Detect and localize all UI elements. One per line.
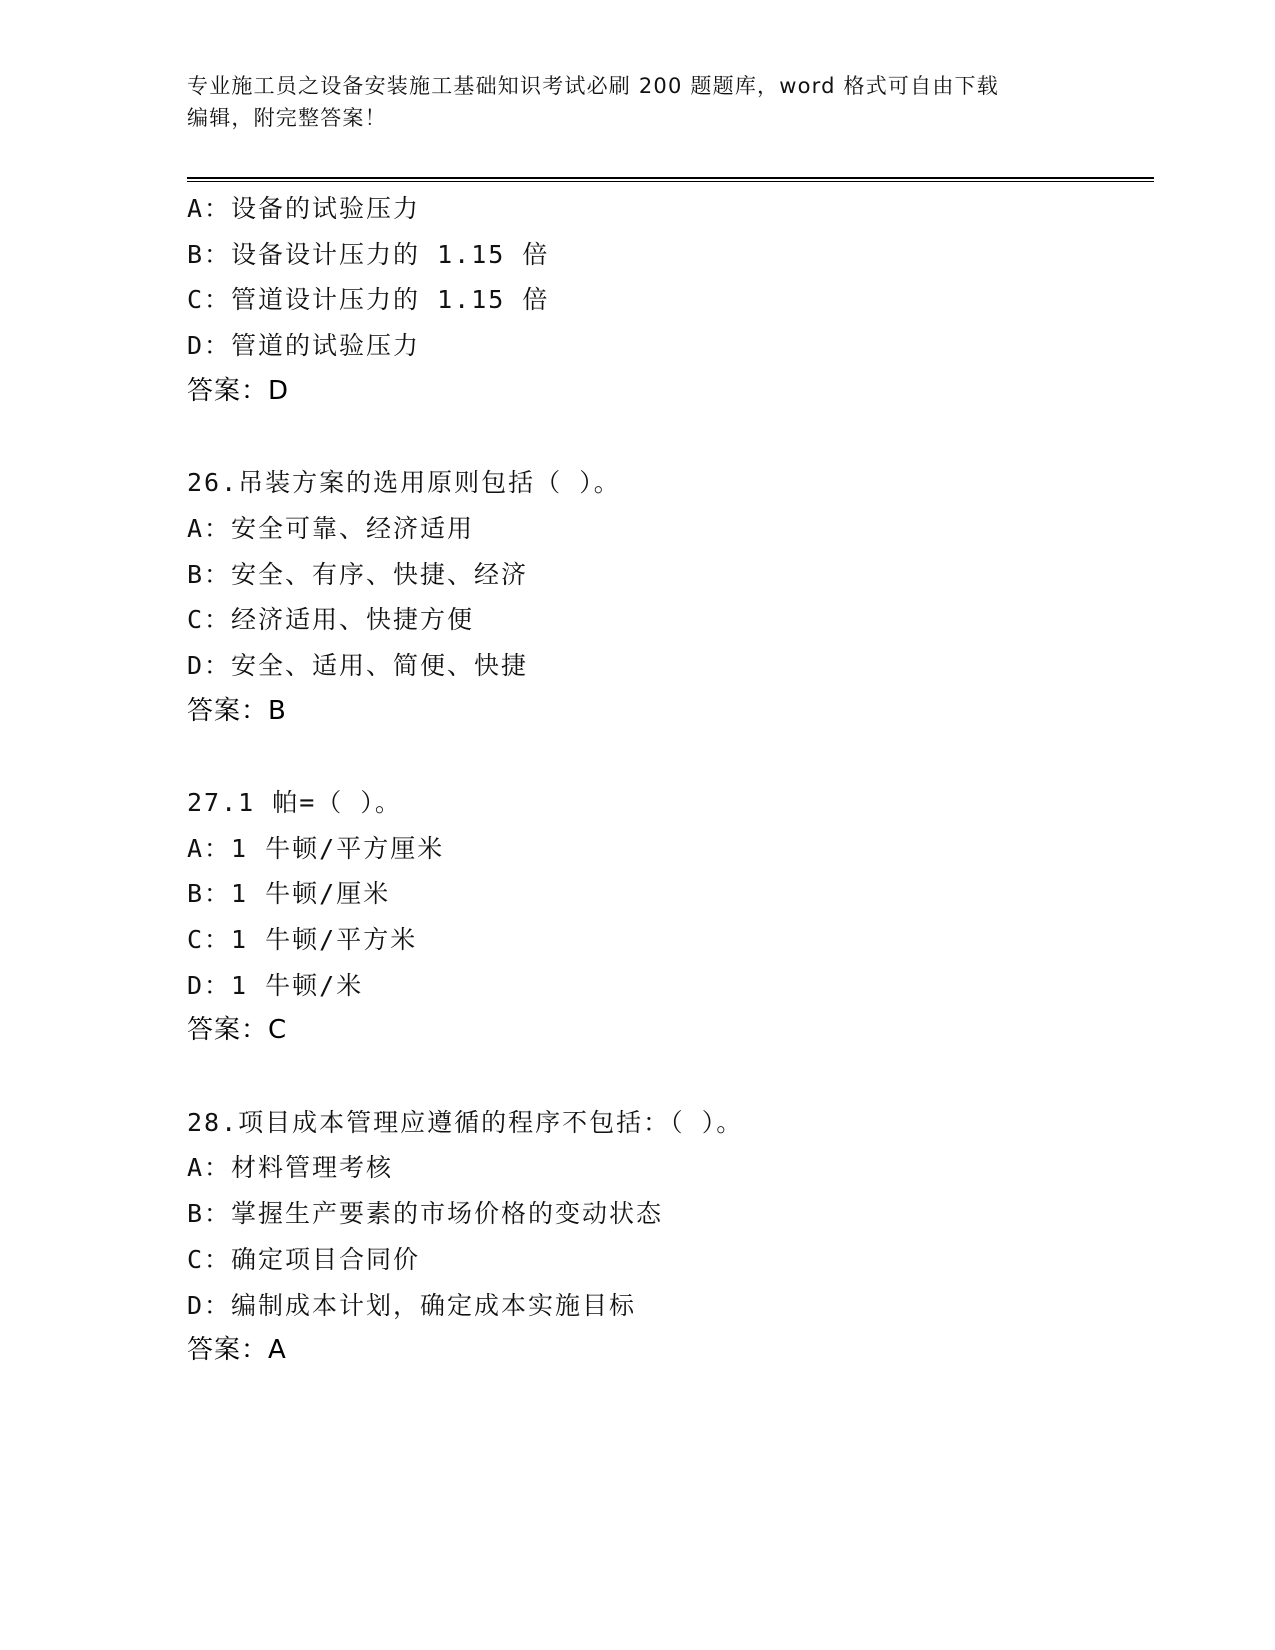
option-b: B：安全、有序、快捷、经济 xyxy=(187,559,529,589)
question-stem: 26.吊装方案的选用原则包括（ ）。 xyxy=(187,468,621,498)
question-block xyxy=(187,186,1154,414)
option-c: C：经济适用、快捷方便 xyxy=(187,605,475,635)
spacer xyxy=(187,414,1154,460)
question-block xyxy=(187,780,1154,1054)
option-c: C：确定项目合同价 xyxy=(187,1244,421,1274)
option-d: D：管道的试验压力 xyxy=(187,331,421,361)
option-a: A：安全可靠、经济适用 xyxy=(187,513,475,543)
answer-line: 答案：A xyxy=(187,1335,287,1366)
option-a: A：设备的试验压力 xyxy=(187,194,421,223)
spacer xyxy=(187,1054,1154,1100)
question-stem: 28.项目成本管理应遵循的程序不包括：（ ）。 xyxy=(187,1107,744,1137)
option-c: C：1 牛顿/平方米 xyxy=(187,925,418,954)
option-b: B：设备设计压力的 1.15 倍 xyxy=(187,239,550,269)
option-d: D：编制成本计划，确定成本实施目标 xyxy=(187,1290,637,1320)
option-a: A：1 牛顿/平方厘米 xyxy=(187,833,445,863)
question-list xyxy=(187,186,1154,1374)
option-d: D：1 牛顿/米 xyxy=(187,970,364,1000)
header-title-line-2: 编辑，附完整答案！ xyxy=(187,106,387,130)
question-stem: 27.1 帕=（ ）。 xyxy=(187,787,402,817)
option-b: B：1 牛顿/厘米 xyxy=(187,879,391,909)
answer-line: 答案：D xyxy=(187,375,290,406)
option-b: B：掌握生产要素的市场价格的变动状态 xyxy=(187,1199,664,1229)
answer-line: 答案：B xyxy=(187,695,287,726)
question-block xyxy=(187,1100,1154,1374)
page-header xyxy=(187,70,1087,134)
spacer xyxy=(187,734,1154,780)
header-title-line-1: 专业施工员之设备安装施工基础知识考试必刷 200 题题库，word 格式可自由下载 xyxy=(187,74,999,98)
option-a: A：材料管理考核 xyxy=(187,1153,394,1183)
option-c: C：管道设计压力的 1.15 倍 xyxy=(187,285,550,315)
option-d: D：安全、适用、简便、快捷 xyxy=(187,650,529,680)
header-divider xyxy=(187,177,1154,182)
answer-line: 答案：C xyxy=(187,1015,288,1046)
question-block xyxy=(187,460,1154,734)
